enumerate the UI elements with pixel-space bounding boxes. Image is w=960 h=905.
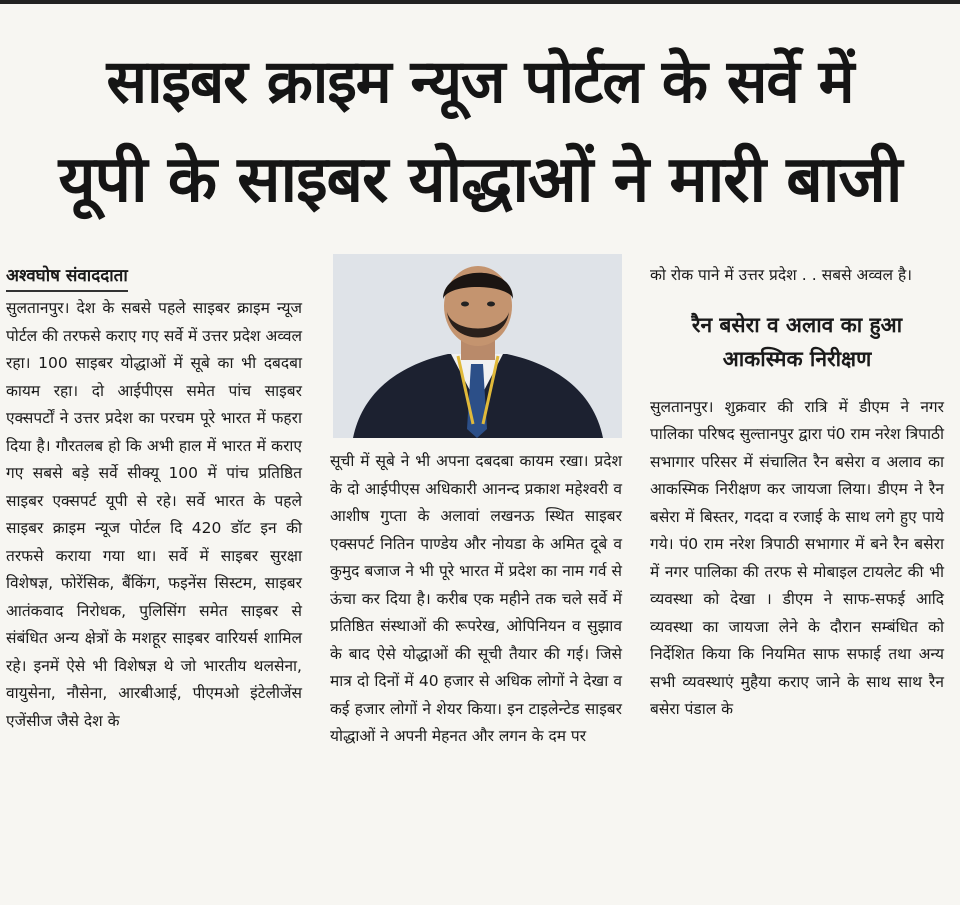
headline-line-2: यूपी के साइबर योद्धाओं ने मारी बाजी	[58, 143, 902, 217]
article-column-2	[330, 448, 622, 751]
article-column-3	[650, 262, 944, 724]
headline	[0, 34, 960, 230]
column-2-text: सूची में सूबे ने भी अपना दबदबा कायम रखा। प्रदेश के दो आईपीएस अधिकारी आनन्द प्रकाश महेश्वरी व आशीष गुप्ता के अलावां लखनऊ स्थित साइबर एक्सपर्ट नितिन पाण्डेय और नोयडा के अमित दूबे व कुमुद बजाज ने भी पूरे भारत में प्रदेश का नाम गर्व से ऊंचा कर दिया है। करीब एक महीने तक चले सर्वे में प्रतिष्ठित संस्थाओं की रूपरेख, ओपिनियन व सुझाव के बाद ऐसे योद्धाओं की सूची तैयार की गई। जिसे मात्र दो दिनों में 40 हजार से अधिक लोगों ने देखा व कई हजार लोगों ने शेयर किया। इन टाइलेन्टेड साइबर योद्धाओं ने अपनी मेहनत और लगन के दम पर	[330, 452, 622, 745]
top-rule	[0, 0, 960, 4]
reporter-photo	[333, 254, 622, 438]
byline: अश्वघोष संवाददाता	[6, 262, 128, 292]
article-column-1	[6, 262, 302, 735]
column-3-top-text: को रोक पाने में उत्तर प्रदेश ․ ․ सबसे अव्वल है।	[650, 266, 913, 284]
second-article-text: सुलतानपुर। शुक्रवार की रात्रि में डीएम ने नगर पालिका परिषद सुल्तानपुर द्वारा पं0 राम नरेश त्रिपाठी सभागार परिसर में संचालित रैन बसेरा व अलाव का आकस्मिक निरीक्षण कर जायजा लिया। डीएम ने रैन बसेरा में बिस्तर, गददा व रजाई के साथ लगे हुए पाये गये। पं0 राम नरेश त्रिपाठी सभागार में बने रैन बसेरा में नगर पालिका की तरफ से मोबाइल टायलेट की भी व्यवस्था को देखा । डीएम ने साफ-सफई आदि व्यवस्था का जायजा लेने के दौरान सम्बंधित को निर्देशित किया कि नियमित साफ सफाई तथा अन्य सभी व्यवस्थाएं मुहैया कराए जाने के साथ साथ रैन बसेरा पंडाल के	[650, 397, 944, 718]
second-article-subhead: रैन बसेरा व अलाव का हुआ आकस्मिक निरीक्षण	[691, 312, 903, 371]
person-portrait-image	[333, 254, 622, 438]
headline-line-1: साइबर क्राइम न्यूज पोर्टल के सर्वे में	[106, 47, 854, 117]
column-1-text: सुलतानपुर। देश के सबसे पहले साइबर क्राइम न्यूज पोर्टल की तरफसे कराए गए सर्वे में उत्तर प्रदेश अव्वल रहा। 100 साइबर योद्धाओं में सूबे का भी दबदबा कायम रहा। दो आईपीएस समेत पांच साइबर एक्सपर्टों ने उत्तर प्रदेश का परचम पूरे भारत में फहरा दिया है। गौरतलब हो कि अभी हाल में भारत में कराए गए सबसे बड़े सर्वे सीक्यू 100 में पांच प्रतिष्ठित साइबर एक्सपर्ट यूपी से रहे। सर्वे भारत के पहले साइबर क्राइम न्यूज पोर्टल दि 420 डॉट इन की तरफसे कराया गया था। सर्वे में साइबर सुरक्षा विशेषज्ञ, फोरेंसिक, बैंकिंग, फइनेंस सिस्टम, साइबर आतंकवाद निरोधक, पुलिसिंग समेत साइबर से संबंधित अन्य क्षेत्रों के मशहूर साइबर वारियर्स शामिल रहे। इनमें ऐसे भी विशेषज्ञ थे जो भारतीय थलसेना, वायुसेना, नौसेना, आरबीआई, पीएमओ इंटेलीजेंस एजेंसीज जैसे देश के	[6, 299, 302, 730]
